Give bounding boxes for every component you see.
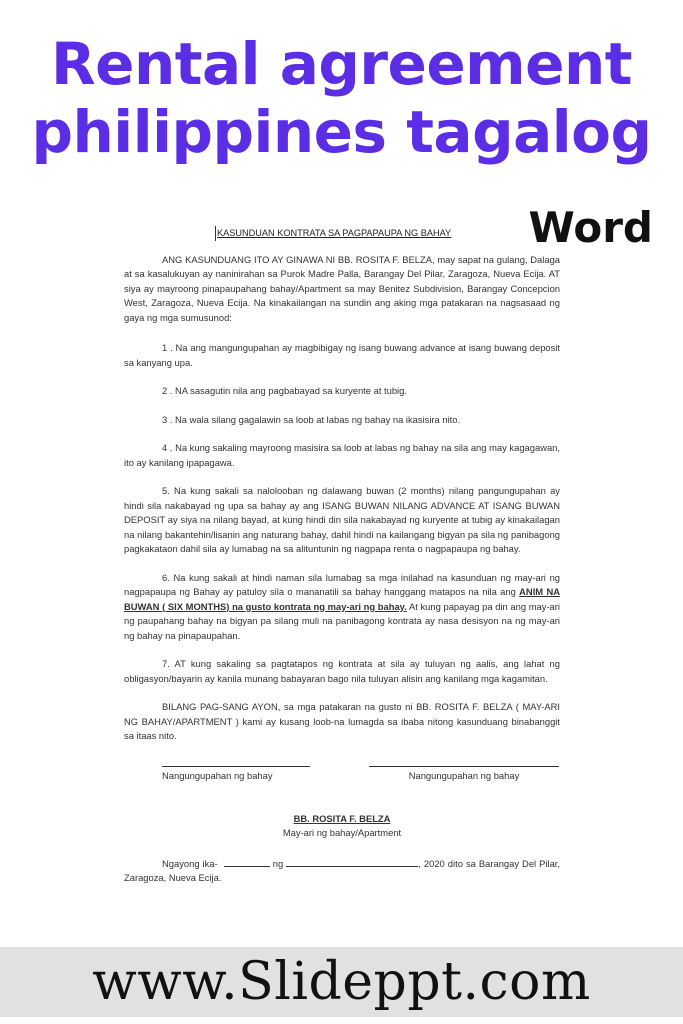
- date-middle: ng: [272, 857, 284, 869]
- agreement-paragraph: BILANG PAG-SANG AYON, sa mga patakaran na gusto ni BB. ROSITA F. BELZA ( MAY-ARI NG BAHAY/APARTMENT ) kami ay kusang loob-na lumagda sa ibaba nitong kasunduang binabanggit sa itaas nito.: [124, 701, 560, 741]
- owner-name: BB. ROSITA F. BELZA: [293, 812, 391, 824]
- date-line: [124, 857, 560, 886]
- clause-6: [124, 571, 560, 644]
- document-preview: [124, 226, 560, 895]
- date-suffix: , 2020 dito sa Barangay Del Pilar, Zaragoza, Nueva Ecija.: [124, 857, 561, 883]
- date-prefix: Ngayong ika-: [162, 857, 218, 869]
- day-blank: [224, 857, 270, 867]
- clause-6-text: 6. Na kung sakali at hindi naman sila lumabag sa mga inilahad na kasunduan ng may-ari ng nagpapaupa ng Bahay ay patuloy sila o mananatili sa bahay hanggang matapos na nila ang: [124, 571, 560, 597]
- clause-2: 2 . NA sasagutin nila ang pagbabayad sa kuryente at tubig.: [162, 385, 407, 396]
- signature-row: [124, 766, 560, 796]
- clause-7: 7. AT kung sakaling sa pagtatapos ng kontrata at sila ay tuluyan ng aalis, ang lahat ng obligasyon/bayarin ay kanila munang babayaran bago nila tuluyan alisin ang kanilang mga kagamitan.: [124, 658, 560, 684]
- site-url: www.Slideppt.com: [92, 952, 591, 1012]
- month-blank: [286, 857, 418, 867]
- clause-5: 5. Na kung sakali sa nalolooban ng dalawang buwan (2 months) nilang pangungupahan ay hindi sila nakabayad ng upa sa bahay ay ang ISANG BUWAN NILANG ADVANCE AT ISANG BUWAN DEPOSIT ay siya na nilang bayad, at kung hindi din sila nakabayad ng kuryente at tubig ay kinakailagan na nilang bakantehin/lisanin ang naturang bahay, dahil hindi na kailangang bigyan pa sila ng panibagong pagkakataon dahil sila ay lumabag na sa alituntunin ng nagpapa renta o nagpapaupa ng bahay.: [124, 485, 560, 554]
- headline: [0, 30, 683, 166]
- intro-paragraph: ANG KASUNDUANG ITO AY GINAWA NI BB. ROSITA F. BELZA, may sapat na gulang, Dalaga at sa kasalukuyan ay naninirahan sa Purok Madre Palla, Barangay Del Pilar, Zaragoza, Nueva Ecija. AT siya ay mayroong pinapaupahang bahay/Apartment sa may Benitez Subdivision, Barangay Concepcion West, Zaragoza, Nueva Ecija. Na kinakailangan na sundin ang aking mga patakaran na nagsasaad ng gaya ng mga sumusunod:: [124, 253, 560, 323]
- footer-banner: [0, 947, 683, 1017]
- clause-6-emphasis: ANIM NA BUWAN ( SIX MONTHS) na gusto kontrata ng may-ari ng bahay.: [124, 586, 560, 612]
- owner-role: May-ari ng bahay/Apartment: [282, 827, 402, 838]
- headline-line-1: Rental agreement: [51, 30, 632, 98]
- headline-line-2: philippines tagalog: [31, 98, 652, 166]
- clause-3: 3 . Na wala silang gagalawin sa loob at labas ng bahay na ikasisira nito.: [162, 413, 461, 425]
- format-tag: Word: [528, 203, 653, 252]
- clause-6-text-end: At kung papayag pa din ang may-ari ng paupahang bahay na bigyan pa silang muli na panibagong kontrata ay nasa desisyon na ng may-ari ng bahay na pinapaupahan.: [124, 600, 560, 641]
- tenant-signature-left: Nangungupahan ng bahay: [162, 766, 310, 784]
- document-title: KASUNDUAN KONTRATA SA PAGPAPAUPA NG BAHAY: [215, 226, 517, 241]
- clause-1: 1 . Na ang mangungupahan ay magbibigay ng isang buwang advance at isang buwang deposit sa kanyang upa.: [124, 342, 560, 368]
- tenant-signature-right: Nangungupahan ng bahay: [369, 766, 559, 784]
- owner-block: [124, 812, 560, 841]
- clause-4: 4 . Na kung sakaling mayroong masisira sa loob at labas ng bahay na sila ang may kagagawan, ito ay kanilang ipapagawa.: [124, 442, 560, 468]
